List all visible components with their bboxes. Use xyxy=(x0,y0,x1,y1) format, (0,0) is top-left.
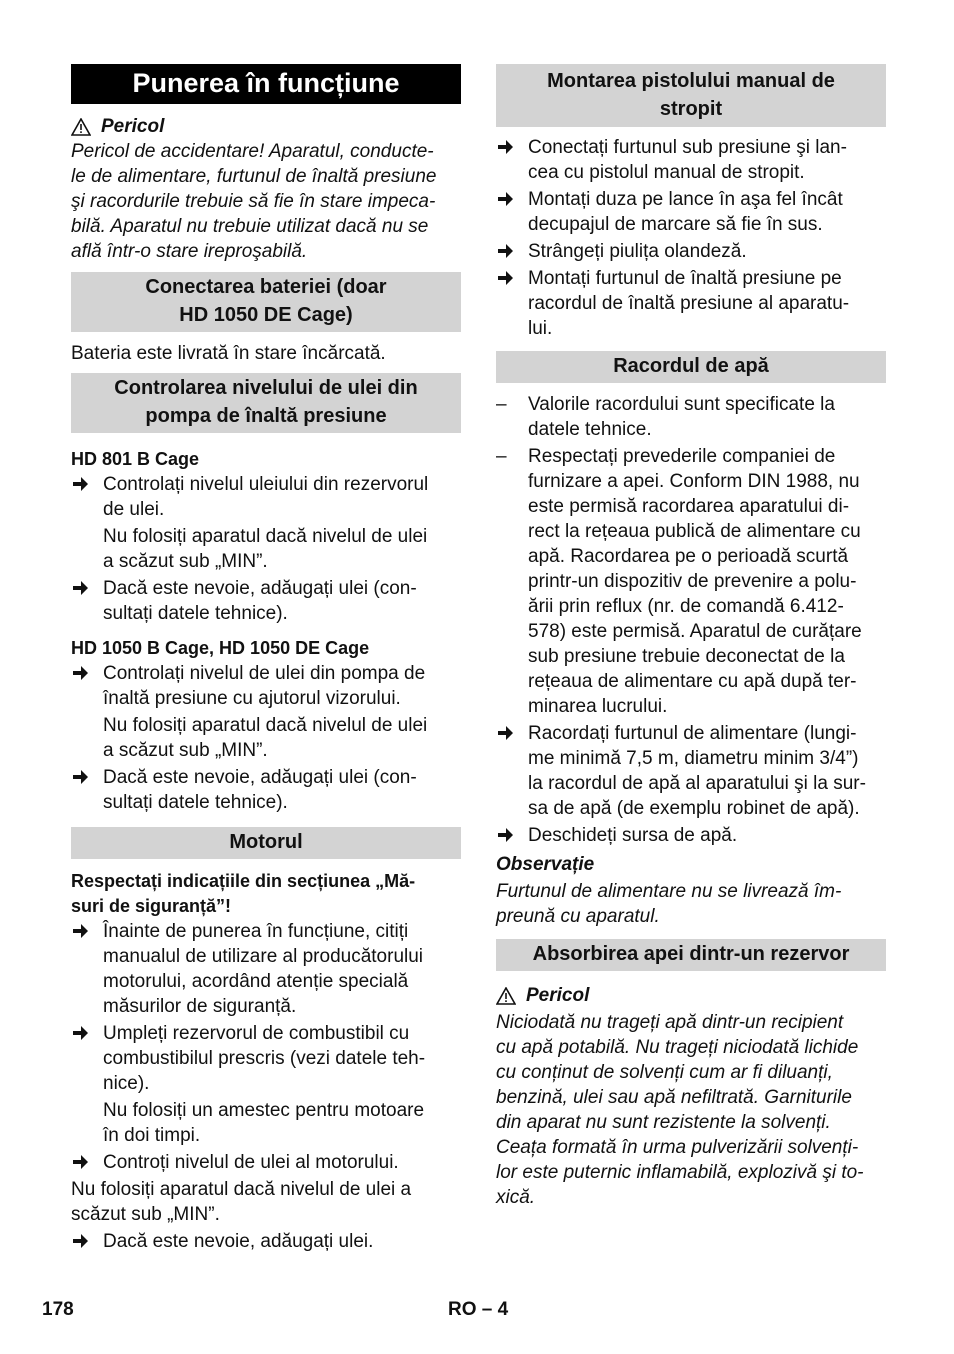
list-item xyxy=(71,919,461,1019)
text-line: manualul de utilizare al producătorului xyxy=(103,946,424,967)
note-heading: Observație xyxy=(496,854,595,875)
text-line: Deschideți sursa de apă. xyxy=(528,825,738,846)
text-line: Dacă este nevoie, adăugați ulei (con- xyxy=(103,578,417,599)
text-line: sultați datele tehnice). xyxy=(103,792,288,813)
dash-marker: – xyxy=(496,394,507,415)
text-line: Nu folosiți aparatul dacă nivelul de ulei xyxy=(103,715,428,736)
text-line: înaltă presiune cu ajutorul vizorului. xyxy=(103,688,401,709)
text-line: Dacă este nevoie, adăugați ulei (con- xyxy=(103,767,417,788)
danger-heading-label: Pericol xyxy=(526,985,590,1006)
danger-text xyxy=(71,139,461,264)
section-heading-oil-level xyxy=(71,373,461,433)
arrow-right-icon xyxy=(496,826,514,844)
text-line: Dacă este nevoie, adăugați ulei. xyxy=(103,1231,374,1252)
battery-text: Bateria este livrată în stare încărcată. xyxy=(71,343,386,364)
text-line: racordul de înaltă presiune al aparatu- xyxy=(528,293,850,314)
text-line: rețeaua de alimentare cu apă după ter- xyxy=(528,671,857,692)
danger-heading xyxy=(71,114,461,139)
text-line: Înainte de punerea în funcțiune, citiți xyxy=(103,921,409,942)
dash-marker: – xyxy=(496,446,507,467)
text-line: preună cu aparatul. xyxy=(496,906,660,927)
text-line: Montați furtunul de înaltă presiune pe xyxy=(528,268,842,289)
list-item xyxy=(496,239,886,264)
text-line: Nu folosiți un amestec pentru motoare xyxy=(103,1100,425,1121)
heading-line: Controlarea nivelului de ulei din xyxy=(114,377,418,399)
text-line: sa de apă (de exemplu robinet de apă). xyxy=(528,798,860,819)
list-item xyxy=(496,823,886,848)
text-line: minarea lucrului. xyxy=(528,696,668,717)
arrow-right-icon xyxy=(71,1153,89,1171)
list-item xyxy=(71,1021,461,1096)
text-line: Strângeți piulița olandeză. xyxy=(528,241,747,262)
text-line: sub presiune trebuie deconectat de la xyxy=(528,646,845,667)
page-title: Punerea în funcțiune xyxy=(71,64,461,104)
arrow-right-icon xyxy=(71,579,89,597)
text-line: află într-o stare ireproşabilă. xyxy=(71,241,308,262)
text-line: 578) este permisă. Aparatul de curățare xyxy=(528,621,862,642)
text-line: decupajul de marcare să fie în sus. xyxy=(528,214,823,235)
text-line: cu conținut de solvenți cum ar fi diluanți, xyxy=(496,1062,833,1083)
text-line: me minimă 7,5 m, diametru minim 3/4”) xyxy=(528,748,859,769)
text-line: cea cu pistolul manual de stropit. xyxy=(528,162,805,183)
text-line: Respectați prevederile companiei de xyxy=(528,446,836,467)
text-line: Racordați furtunul de alimentare (lungi- xyxy=(528,723,857,744)
warning-icon xyxy=(71,118,91,136)
note-text xyxy=(71,713,461,763)
text-line: scăzut sub „MIN”. xyxy=(71,1204,220,1225)
list-item xyxy=(71,661,461,711)
list-item xyxy=(71,472,461,522)
motor-safety-note xyxy=(71,869,461,919)
list-item xyxy=(71,765,461,815)
arrow-right-icon xyxy=(71,475,89,493)
text-line: lor este puternic inflamabilă, explozivă şi to- xyxy=(496,1162,864,1183)
text-line: combustibilul prescris (vezi datele teh- xyxy=(103,1048,426,1069)
text-line: Montați duza pe lance în aşa fel încât xyxy=(528,189,843,210)
model-heading: HD 1050 B Cage, HD 1050 DE Cage xyxy=(71,638,370,658)
text-line: Nu folosiți aparatul dacă nivelul de ulei a xyxy=(71,1179,412,1200)
text-line: Ceața formată în urma pulverizării solvenți- xyxy=(496,1137,859,1158)
text-line: Nu folosiți aparatul dacă nivelul de ulei xyxy=(103,526,428,547)
danger-heading xyxy=(496,983,886,1008)
text-line: Controlați nivelul de ulei din pompa de xyxy=(103,663,426,684)
text-line: rect la rețeaua publică de alimentare cu xyxy=(528,521,861,542)
right-column xyxy=(496,64,886,1210)
text-line: la racordul de apă al aparatului şi la sur- xyxy=(528,773,866,794)
list-item xyxy=(71,576,461,626)
arrow-right-icon xyxy=(71,768,89,786)
text-line: a scăzut sub „MIN”. xyxy=(103,740,268,761)
text-line: Respectați indicațiile din secțiunea „Mă- xyxy=(71,871,416,891)
heading-line: stropit xyxy=(659,98,723,120)
list-item xyxy=(496,392,886,442)
plain-text xyxy=(71,1177,461,1227)
text-line: măsurilor de siguranță. xyxy=(103,996,297,1017)
section-heading-motor: Motorul xyxy=(71,827,461,859)
list-item xyxy=(71,1150,461,1175)
list-item xyxy=(496,444,886,719)
warning-icon xyxy=(496,987,516,1005)
section-code: RO – 4 xyxy=(448,1299,509,1320)
heading-line: HD 1050 DE Cage) xyxy=(179,304,353,326)
model-heading: HD 801 B Cage xyxy=(71,449,200,469)
text-line: furnizare a apei. Conform DIN 1988, nu xyxy=(528,471,860,492)
text-line: nice). xyxy=(103,1073,150,1094)
text-line: xică. xyxy=(496,1187,536,1208)
arrow-right-icon xyxy=(496,138,514,156)
page-number: 178 xyxy=(42,1299,74,1320)
section-heading-spray-gun xyxy=(496,64,886,127)
arrow-right-icon xyxy=(496,724,514,742)
text-line: apă. Racordarea pe o perioadă scurtă xyxy=(528,546,849,567)
arrow-right-icon xyxy=(71,1024,89,1042)
text-line: motorului, acordând atenție specială xyxy=(103,971,409,992)
danger-heading-label: Pericol xyxy=(101,116,165,137)
list-item xyxy=(496,266,886,341)
text-line: datele tehnice. xyxy=(528,419,652,440)
text-line: Umpleți rezervorul de combustibil cu xyxy=(103,1023,410,1044)
text-line: benzină, ulei sau apă nefiltrată. Garniturile xyxy=(496,1087,852,1108)
text-line: Pericol de accidentare! Aparatul, conducte- xyxy=(71,141,434,162)
text-line: Niciodată nu trageți apă dintr-un recipient xyxy=(496,1012,844,1033)
text-line: ării prin reflux (nr. de comandă 6.412- xyxy=(528,596,844,617)
arrow-right-icon xyxy=(71,1232,89,1250)
text-line: din aparat nu sunt rezistente la solvenți. xyxy=(496,1112,831,1133)
text-line: sultați datele tehnice). xyxy=(103,603,288,624)
left-column xyxy=(71,64,461,1254)
text-line: Controți nivelul de ulei al motorului. xyxy=(103,1152,399,1173)
arrow-right-icon xyxy=(496,269,514,287)
text-line: de ulei. xyxy=(103,499,165,520)
list-item xyxy=(71,1229,461,1254)
text-line: Conectați furtunul sub presiune şi lan- xyxy=(528,137,847,158)
arrow-right-icon xyxy=(496,242,514,260)
heading-line: Montarea pistolului manual de xyxy=(547,70,835,92)
note-text xyxy=(496,879,886,929)
text-line: printr-un dispozitiv de prevenire a polu- xyxy=(528,571,857,592)
text-line: Furtunul de alimentare nu se livrează îm- xyxy=(496,881,842,902)
text-line: este permisă racordarea aparatului di- xyxy=(528,496,850,517)
arrow-right-icon xyxy=(71,922,89,940)
note-text xyxy=(71,1098,461,1148)
text-line: a scăzut sub „MIN”. xyxy=(103,551,268,572)
heading-line: Conectarea bateriei (doar xyxy=(145,276,387,298)
list-item xyxy=(496,187,886,237)
section-heading-tank-suction: Absorbirea apei dintr-un rezervor xyxy=(496,939,886,971)
text-line: lui. xyxy=(528,318,553,339)
list-item xyxy=(496,135,886,185)
note-text xyxy=(71,524,461,574)
arrow-right-icon xyxy=(71,664,89,682)
danger-text xyxy=(496,1010,886,1210)
text-line: cu apă potabilă. Nu trageți niciodată lichide xyxy=(496,1037,859,1058)
text-line: în doi timpi. xyxy=(103,1125,201,1146)
arrow-right-icon xyxy=(496,190,514,208)
heading-line: pompa de înaltă presiune xyxy=(145,405,387,427)
text-line: suri de siguranță”! xyxy=(71,896,232,916)
text-line: şi racordurile trebuie să fie în stare impeca- xyxy=(71,191,436,212)
text-line: le de alimentare, furtunul de înaltă presiune xyxy=(71,166,437,187)
text-line: Controlați nivelul uleiului din rezervorul xyxy=(103,474,429,495)
list-item xyxy=(496,721,886,821)
section-heading-water-connection: Racordul de apă xyxy=(496,351,886,383)
text-line: bilă. Aparatul nu trebuie utilizat dacă nu se xyxy=(71,216,429,237)
section-heading-battery xyxy=(71,272,461,332)
text-line: Valorile racordului sunt specificate la xyxy=(528,394,835,415)
